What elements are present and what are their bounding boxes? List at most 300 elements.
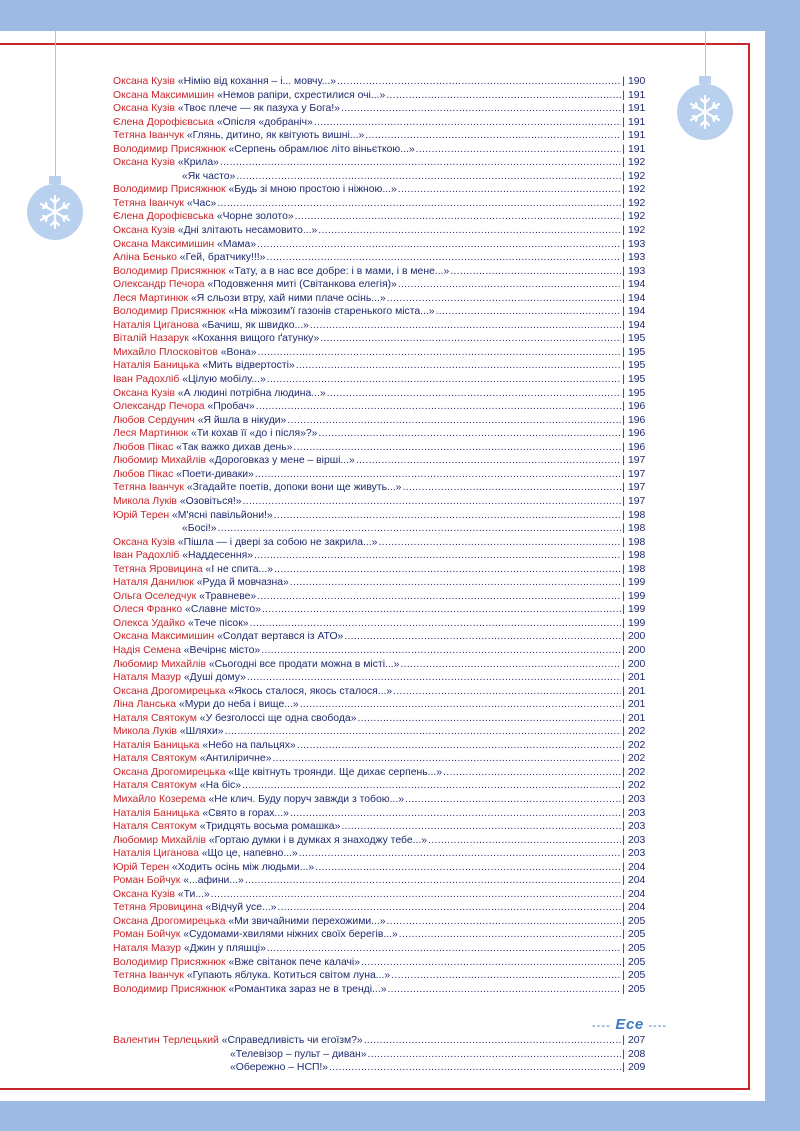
toc-author: Валентин Терлецький bbox=[113, 1035, 219, 1046]
toc-title: «Сьогодні все продати можна в місті...» bbox=[208, 658, 400, 670]
toc-row bbox=[113, 359, 647, 373]
toc-separator: | bbox=[622, 834, 625, 846]
toc-page-number: 195 bbox=[628, 346, 646, 358]
toc-separator: | bbox=[622, 170, 625, 182]
toc-page-number: 195 bbox=[628, 333, 646, 345]
toc-page-number: 193 bbox=[628, 265, 646, 277]
essay-section-header bbox=[592, 1016, 667, 1033]
toc-author: Оксана Максимишин bbox=[113, 238, 215, 250]
toc-leader-dots bbox=[399, 928, 622, 942]
essay-table-of-contents bbox=[113, 1034, 647, 1075]
toc-title: «Славне місто» bbox=[185, 604, 261, 616]
toc-author: Оксана Кузів bbox=[113, 103, 175, 115]
toc-page-number: 199 bbox=[628, 590, 646, 602]
toc-leader-dots bbox=[356, 454, 621, 468]
toc-separator: | bbox=[622, 279, 625, 291]
toc-row bbox=[113, 224, 647, 238]
toc-leader-dots bbox=[266, 251, 621, 265]
toc-author: Наталія Циганова bbox=[113, 319, 199, 331]
toc-separator: | bbox=[622, 861, 625, 873]
toc-title: «Дороговказ у мене – вірші...» bbox=[208, 455, 355, 467]
toc-separator: | bbox=[622, 319, 625, 331]
toc-separator: | bbox=[622, 346, 625, 358]
toc-title: «Мить відвертості» bbox=[202, 360, 295, 372]
toc-leader-dots bbox=[393, 685, 621, 699]
toc-author: Наталя Святокум bbox=[113, 753, 197, 765]
toc-title: «Дні злітають несамовито...» bbox=[177, 225, 318, 237]
toc-leader-dots bbox=[314, 116, 622, 130]
toc-page-number: 191 bbox=[628, 89, 646, 101]
toc-title: «Я йшла в нікуди» bbox=[197, 414, 287, 426]
toc-separator: | bbox=[622, 482, 625, 494]
toc-leader-dots bbox=[365, 129, 621, 143]
toc-separator: | bbox=[622, 929, 625, 941]
toc-row bbox=[113, 170, 647, 184]
toc-title: «Наддесення» bbox=[182, 550, 254, 562]
toc-author: Тетяна Іванчук bbox=[113, 197, 184, 209]
toc-row bbox=[113, 251, 647, 265]
toc-title: «Свято в горах...» bbox=[202, 807, 289, 819]
toc-row bbox=[113, 387, 647, 401]
toc-row bbox=[113, 671, 647, 685]
toc-title: «Що це, напевно...» bbox=[201, 848, 298, 860]
toc-page-number: 205 bbox=[628, 983, 646, 995]
toc-page-number: 201 bbox=[628, 672, 646, 684]
toc-separator: | bbox=[622, 225, 625, 237]
toc-leader-dots bbox=[267, 942, 621, 956]
toc-separator: | bbox=[622, 116, 625, 128]
toc-page-number: 194 bbox=[628, 292, 646, 304]
toc-leader-dots bbox=[405, 793, 621, 807]
ornament-string-left bbox=[55, 31, 56, 181]
toc-row bbox=[113, 509, 647, 523]
toc-row bbox=[113, 346, 647, 360]
toc-row bbox=[113, 915, 647, 929]
toc-row bbox=[113, 332, 647, 346]
toc-author: Володимир Присяжнюк bbox=[113, 983, 226, 995]
toc-separator: | bbox=[622, 766, 625, 778]
toc-separator: | bbox=[622, 292, 625, 304]
toc-page-number: 205 bbox=[628, 929, 646, 941]
toc-author: Олекса Удайко bbox=[113, 617, 186, 629]
toc-row bbox=[113, 752, 647, 766]
toc-leader-dots bbox=[290, 576, 622, 590]
toc-row bbox=[113, 1034, 647, 1048]
toc-leader-dots bbox=[361, 956, 621, 970]
toc-page-number: 204 bbox=[628, 902, 646, 914]
toc-row bbox=[113, 779, 647, 793]
toc-leader-dots bbox=[398, 183, 622, 197]
toc-row bbox=[113, 319, 647, 333]
toc-title: «Справедливість чи егоїзм?» bbox=[221, 1035, 363, 1046]
toc-author: Володимир Присяжнюк bbox=[113, 265, 226, 277]
toc-separator: | bbox=[622, 495, 625, 507]
toc-leader-dots bbox=[388, 983, 622, 997]
toc-page-number: 197 bbox=[628, 482, 646, 494]
toc-title: «Я сльози втру, хай ними плаче осінь...» bbox=[190, 292, 386, 304]
toc-row bbox=[113, 942, 647, 956]
toc-page-number: 203 bbox=[628, 848, 646, 860]
toc-page-number: 194 bbox=[628, 279, 646, 291]
toc-page-number: 197 bbox=[628, 455, 646, 467]
toc-row bbox=[113, 441, 647, 455]
toc-author: Любомир Михайлів bbox=[113, 834, 206, 846]
toc-author: Олександр Печора bbox=[113, 401, 205, 413]
toc-row bbox=[113, 143, 647, 157]
toc-row bbox=[113, 89, 647, 103]
toc-separator: | bbox=[622, 888, 625, 900]
toc-title: «Травневе» bbox=[199, 590, 257, 602]
toc-separator: | bbox=[622, 509, 625, 521]
toc-row bbox=[113, 698, 647, 712]
toc-row bbox=[113, 373, 647, 387]
toc-title: «Гупають яблука. Котиться світом луна...» bbox=[186, 970, 391, 982]
toc-separator: | bbox=[622, 956, 625, 968]
toc-author: Оксана Максимишин bbox=[113, 631, 215, 643]
toc-separator: | bbox=[622, 414, 625, 426]
toc-page-number: 205 bbox=[628, 956, 646, 968]
toc-leader-dots bbox=[329, 1061, 621, 1075]
toc-separator: | bbox=[622, 902, 625, 914]
toc-leader-dots bbox=[295, 210, 622, 224]
toc-author: Наталя Святокум bbox=[113, 712, 197, 724]
toc-page-number: 199 bbox=[628, 577, 646, 589]
toc-page-number: 204 bbox=[628, 888, 646, 900]
toc-page-number: 191 bbox=[628, 103, 646, 115]
toc-page-number: 200 bbox=[628, 644, 646, 656]
toc-row bbox=[113, 658, 647, 672]
toc-title: «Пішла — і двері за собою не закрила...» bbox=[177, 536, 378, 548]
toc-author: Іван Радохліб bbox=[113, 374, 180, 386]
toc-leader-dots bbox=[387, 292, 622, 306]
toc-separator: | bbox=[622, 793, 625, 805]
toc-title: «Гортаю думки і в думках я знаходжу тебе...» bbox=[208, 834, 428, 846]
toc-title: «Будь зі мною простою і ніжною...» bbox=[228, 184, 397, 196]
toc-separator: | bbox=[622, 658, 625, 670]
toc-title: «Відчуй усе...» bbox=[205, 902, 277, 914]
toc-separator: | bbox=[622, 726, 625, 738]
toc-leader-dots bbox=[287, 414, 621, 428]
toc-separator: | bbox=[622, 807, 625, 819]
toc-page-number: 205 bbox=[628, 970, 646, 982]
toc-title: «Пробач» bbox=[207, 401, 255, 413]
toc-separator: | bbox=[622, 306, 625, 318]
toc-row bbox=[113, 102, 647, 116]
toc-title: «Телевізор – пульт – диван» bbox=[230, 1048, 367, 1060]
toc-leader-dots bbox=[450, 265, 621, 279]
toc-page-number: 194 bbox=[628, 319, 646, 331]
toc-leader-dots bbox=[218, 522, 622, 536]
toc-page-number: 202 bbox=[628, 766, 646, 778]
toc-page-number: 199 bbox=[628, 617, 646, 629]
toc-author: Ліна Ланська bbox=[113, 699, 177, 711]
toc-author: Любов Пікас bbox=[113, 441, 174, 453]
toc-row bbox=[113, 481, 647, 495]
toc-page-number: 202 bbox=[628, 753, 646, 765]
toc-leader-dots bbox=[341, 820, 621, 834]
toc-leader-dots bbox=[255, 468, 621, 482]
toc-page-number: 207 bbox=[628, 1035, 646, 1046]
toc-author: Віталій Назарук bbox=[113, 333, 189, 345]
toc-author: Володимир Присяжнюк bbox=[113, 143, 226, 155]
toc-page-number: 204 bbox=[628, 861, 646, 873]
toc-separator: | bbox=[622, 441, 625, 453]
toc-page-number: 199 bbox=[628, 604, 646, 616]
toc-page-number: 209 bbox=[628, 1062, 646, 1074]
toc-title: «Якось сталося, якось сталося...» bbox=[228, 685, 393, 697]
toc-leader-dots bbox=[368, 1048, 622, 1062]
toc-title: «А людині потрібна людина...» bbox=[177, 387, 326, 399]
toc-row bbox=[113, 807, 647, 821]
toc-leader-dots bbox=[337, 75, 621, 89]
toc-title: «Солдат вертався із АТО» bbox=[217, 631, 344, 643]
toc-title: «Німію від кохання – і... мовчу...» bbox=[177, 76, 337, 87]
toc-leader-dots bbox=[428, 834, 621, 848]
toc-leader-dots bbox=[277, 901, 621, 915]
toc-separator: | bbox=[622, 374, 625, 386]
toc-separator: | bbox=[622, 915, 625, 927]
toc-author: Єлена Дорофієвська bbox=[113, 211, 214, 223]
toc-leader-dots bbox=[236, 170, 621, 184]
toc-page-number: 196 bbox=[628, 414, 646, 426]
toc-separator: | bbox=[622, 157, 625, 169]
toc-title: «Так важко дихав день» bbox=[176, 441, 293, 453]
toc-leader-dots bbox=[262, 603, 621, 617]
toc-separator: | bbox=[622, 103, 625, 115]
toc-separator: | bbox=[622, 428, 625, 440]
toc-separator: | bbox=[622, 468, 625, 480]
toc-author: Оксана Дрогомирецька bbox=[113, 685, 226, 697]
toc-separator: | bbox=[622, 685, 625, 697]
toc-row bbox=[113, 265, 647, 279]
toc-title: «М'ясні павільйони!» bbox=[172, 509, 273, 521]
toc-title: «Вона» bbox=[220, 346, 257, 358]
toc-author: Роман Бойчук bbox=[113, 875, 181, 887]
toc-separator: | bbox=[622, 712, 625, 724]
toc-author: Єлена Дорофієвська bbox=[113, 116, 214, 128]
toc-row bbox=[113, 292, 647, 306]
toc-leader-dots bbox=[243, 495, 622, 509]
toc-leader-dots bbox=[296, 359, 622, 373]
toc-row bbox=[113, 522, 647, 536]
toc-separator: | bbox=[622, 184, 625, 196]
toc-page-number: 192 bbox=[628, 197, 646, 209]
toc-row bbox=[113, 427, 647, 441]
toc-author: Оксана Максимишин bbox=[113, 89, 215, 101]
toc-page-number: 203 bbox=[628, 807, 646, 819]
toc-page-number: 198 bbox=[628, 509, 646, 521]
toc-row bbox=[113, 116, 647, 130]
toc-author: Володимир Присяжнюк bbox=[113, 184, 226, 196]
toc-leader-dots bbox=[402, 481, 621, 495]
toc-title: «Тату, а в нас все добре: і в мами, і в мене...» bbox=[228, 265, 450, 277]
toc-page-number: 196 bbox=[628, 401, 646, 413]
toc-title: «Ти...» bbox=[177, 888, 210, 900]
essay-section-label: Есе bbox=[615, 1016, 644, 1033]
toc-author: Тетяна Яровицина bbox=[113, 902, 203, 914]
toc-title: «Джин у пляшці» bbox=[183, 943, 266, 954]
toc-author: Леся Мартинюк bbox=[113, 428, 189, 440]
toc-page-number: 191 bbox=[628, 143, 646, 155]
toc-separator: | bbox=[622, 197, 625, 209]
toc-author: Роман Бойчук bbox=[113, 929, 181, 941]
toc-separator: | bbox=[622, 387, 625, 399]
toc-page-number: 196 bbox=[628, 428, 646, 440]
toc-separator: | bbox=[622, 631, 625, 643]
toc-title: «Крила» bbox=[177, 157, 219, 169]
toc-title: «Ти кохав її «до і після»?» bbox=[190, 428, 318, 440]
toc-title: «Судомами-хвилями ніжних своїх берегів...» bbox=[183, 929, 398, 941]
toc-author: Наталія Баницька bbox=[113, 360, 200, 372]
toc-author: Наталія Циганова bbox=[113, 848, 199, 860]
toc-author: Леся Мартинюк bbox=[113, 292, 189, 304]
toc-leader-dots bbox=[274, 509, 622, 523]
toc-separator: | bbox=[622, 238, 625, 250]
toc-leader-dots bbox=[327, 387, 622, 401]
toc-leader-dots bbox=[247, 671, 621, 685]
toc-separator: | bbox=[622, 590, 625, 602]
toc-page-number: 201 bbox=[628, 712, 646, 724]
toc-row bbox=[113, 956, 647, 970]
toc-separator: | bbox=[622, 536, 625, 548]
toc-title: «Душі дому» bbox=[183, 672, 246, 684]
essay-dash-right: ---- bbox=[648, 1020, 668, 1032]
toc-row bbox=[113, 454, 647, 468]
toc-title: «Немов рапіри, схрестилися очі...» bbox=[217, 89, 386, 101]
toc-leader-dots bbox=[398, 278, 621, 292]
toc-page-number: 192 bbox=[628, 157, 646, 169]
toc-page-number: 200 bbox=[628, 658, 646, 670]
toc-row bbox=[113, 901, 647, 915]
toc-leader-dots bbox=[300, 698, 622, 712]
toc-leader-dots bbox=[258, 346, 622, 360]
toc-author: Олександр Печора bbox=[113, 279, 205, 291]
toc-leader-dots bbox=[257, 590, 621, 604]
toc-separator: | bbox=[622, 1062, 625, 1074]
toc-page-number: 195 bbox=[628, 387, 646, 399]
toc-title: «Романтика зараз не в тренді...» bbox=[228, 983, 387, 995]
toc-author: Оксана Кузів bbox=[113, 536, 175, 548]
toc-row bbox=[113, 495, 647, 509]
toc-title: «Поети-диваки» bbox=[176, 468, 254, 480]
toc-row bbox=[113, 183, 647, 197]
toc-leader-dots bbox=[391, 969, 621, 983]
toc-row bbox=[113, 75, 647, 89]
toc-author: Наталія Баницька bbox=[113, 807, 200, 819]
toc-row bbox=[113, 210, 647, 224]
toc-page-number: 208 bbox=[628, 1048, 646, 1060]
toc-row bbox=[113, 983, 647, 997]
toc-title: «Подовження миті (Світанкова елегія)» bbox=[207, 279, 397, 291]
toc-title: «Руда й мовчазна» bbox=[196, 577, 289, 589]
toc-author: Любомир Михайлів bbox=[113, 658, 206, 670]
toc-author: Оксана Кузів bbox=[113, 157, 175, 169]
toc-row bbox=[113, 278, 647, 292]
toc-separator: | bbox=[622, 211, 625, 223]
toc-leader-dots bbox=[318, 427, 621, 441]
toc-row bbox=[113, 685, 647, 699]
toc-author: Тетяна Іванчук bbox=[113, 970, 184, 982]
toc-row bbox=[113, 969, 647, 983]
toc-author: Наталя Мазур bbox=[113, 943, 181, 954]
toc-page-number: 204 bbox=[628, 875, 646, 887]
toc-leader-dots bbox=[272, 752, 621, 766]
toc-author: Іван Радохліб bbox=[113, 550, 180, 562]
toc-leader-dots bbox=[293, 441, 621, 455]
toc-title: «Небо на пальцях» bbox=[202, 739, 296, 751]
toc-separator: | bbox=[622, 617, 625, 629]
toc-row bbox=[113, 739, 647, 753]
toc-author: Юрій Терен bbox=[113, 861, 170, 873]
toc-leader-dots bbox=[225, 725, 622, 739]
snowflake-ornament-icon bbox=[23, 172, 87, 244]
toc-separator: | bbox=[622, 753, 625, 765]
toc-separator: | bbox=[622, 563, 625, 575]
toc-separator: | bbox=[622, 875, 625, 887]
toc-page-number: 205 bbox=[628, 943, 646, 954]
toc-row bbox=[113, 928, 647, 942]
toc-author: Михайло Плосковітов bbox=[113, 346, 218, 358]
toc-author: Олеся Франко bbox=[113, 604, 183, 616]
toc-separator: | bbox=[622, 333, 625, 345]
toc-separator: | bbox=[622, 360, 625, 372]
toc-page-number: 201 bbox=[628, 699, 646, 711]
toc-leader-dots bbox=[386, 89, 621, 103]
toc-title: «Твоє плече — як пазуха у Бога!» bbox=[177, 103, 340, 115]
toc-author: Микола Луків bbox=[113, 495, 177, 507]
toc-separator: | bbox=[622, 265, 625, 277]
toc-author: Володимир Присяжнюк bbox=[113, 956, 226, 968]
toc-leader-dots bbox=[211, 888, 622, 902]
toc-title: «Опісля «добраніч» bbox=[216, 116, 313, 128]
toc-author: Тетяна Іванчук bbox=[113, 482, 184, 494]
toc-author: Володимир Присяжнюк bbox=[113, 306, 226, 318]
toc-author: Оксана Кузів bbox=[113, 387, 175, 399]
toc-page-number: 202 bbox=[628, 780, 646, 792]
toc-title: «Ходить осінь між людьми...» bbox=[172, 861, 315, 873]
toc-row bbox=[113, 197, 647, 211]
toc-page-number: 196 bbox=[628, 441, 646, 453]
toc-title: «Вже світанок пече калачі» bbox=[228, 956, 361, 968]
toc-row bbox=[113, 617, 647, 631]
toc-title: «Не клич. Буду поруч завжди з тобою...» bbox=[208, 793, 404, 805]
toc-row bbox=[113, 644, 647, 658]
toc-separator: | bbox=[622, 523, 625, 535]
toc-title: «Шляхи» bbox=[179, 726, 224, 738]
toc-leader-dots bbox=[310, 319, 621, 333]
toc-author: Наталя Святокум bbox=[113, 780, 197, 792]
toc-page-number: 198 bbox=[628, 523, 646, 535]
essay-dash-left: ---- bbox=[592, 1020, 611, 1032]
toc-leader-dots bbox=[250, 617, 622, 631]
toc-leader-dots bbox=[261, 644, 621, 658]
toc-separator: | bbox=[622, 739, 625, 751]
toc-leader-dots bbox=[387, 915, 622, 929]
toc-separator: | bbox=[622, 401, 625, 413]
toc-separator: | bbox=[622, 252, 625, 264]
toc-row bbox=[113, 861, 647, 875]
toc-author: Ольга Оселедчук bbox=[113, 590, 197, 602]
toc-title: «Чорне золото» bbox=[216, 211, 294, 223]
toc-leader-dots bbox=[245, 874, 621, 888]
toc-leader-dots bbox=[364, 1034, 622, 1048]
toc-page-number: 190 bbox=[628, 76, 646, 87]
toc-page-number: 195 bbox=[628, 374, 646, 386]
toc-row bbox=[113, 156, 647, 170]
toc-page-number: 195 bbox=[628, 360, 646, 372]
toc-leader-dots bbox=[274, 563, 621, 577]
toc-title: «Вечірнє місто» bbox=[183, 644, 261, 656]
